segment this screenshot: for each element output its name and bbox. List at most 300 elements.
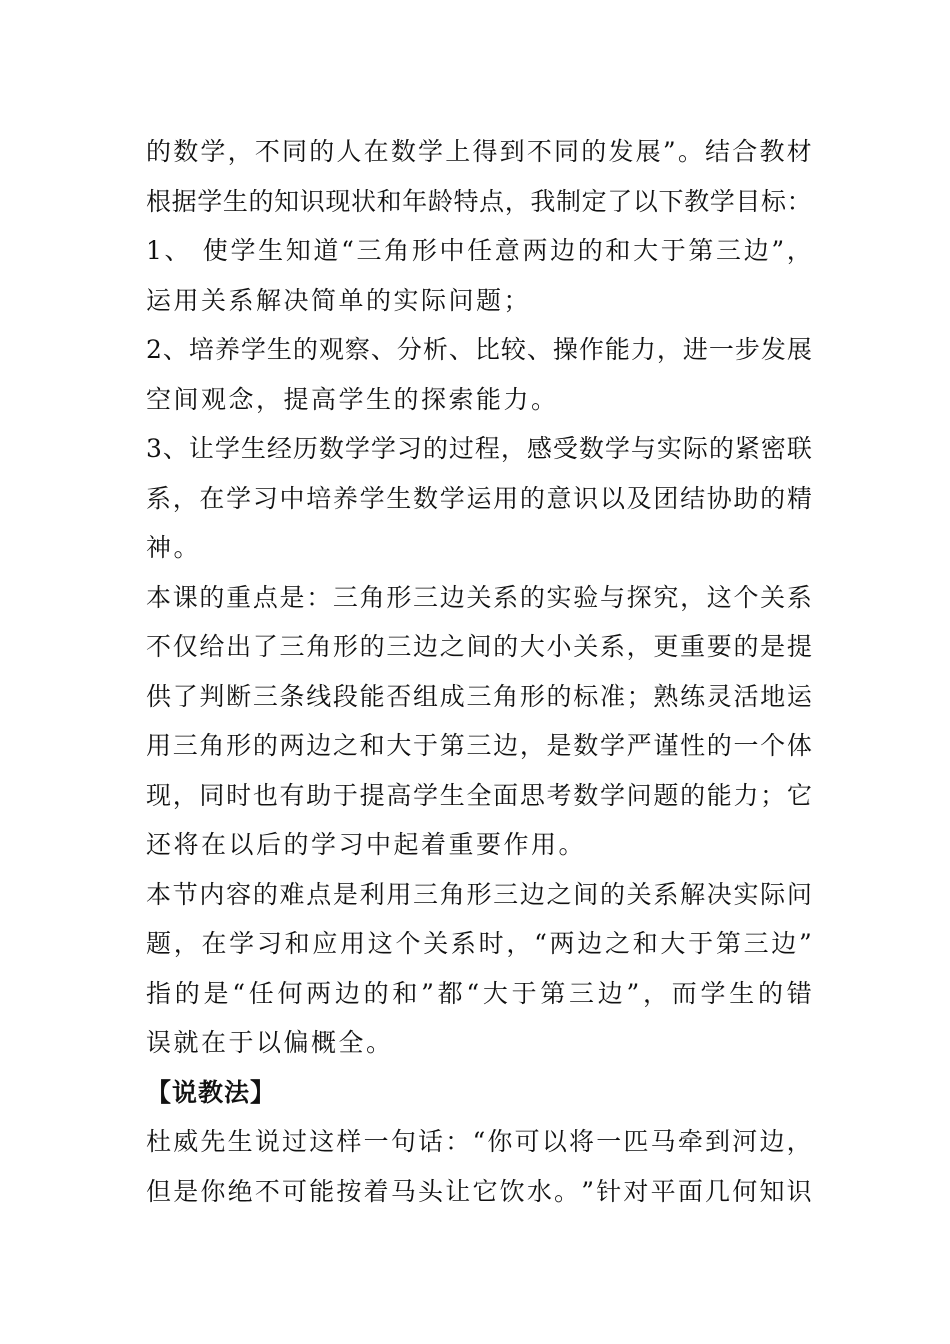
text-char: 一 — [708, 335, 734, 364]
text-char: 否 — [386, 681, 412, 711]
text-char: 不 — [254, 137, 280, 166]
text-char: 生 — [258, 236, 284, 265]
text-char: 间 — [573, 879, 599, 909]
text-char: 、 — [162, 434, 188, 463]
text-char: 的 — [708, 434, 734, 463]
text-char: 角 — [493, 681, 519, 711]
text-char: 边 — [597, 978, 623, 1008]
text-char: 使 — [202, 236, 228, 265]
text-char: 在 — [201, 929, 227, 958]
text-char: 样 — [336, 1127, 362, 1156]
text-char: 和 — [376, 186, 402, 216]
text-char: 了 — [607, 186, 633, 216]
text-char: 同 — [282, 137, 308, 166]
text-char: 和 — [632, 929, 658, 958]
text-char: 小 — [546, 632, 572, 661]
text-char: 学 — [359, 483, 385, 513]
text-char: 牵 — [677, 1127, 703, 1156]
text-char: 线 — [306, 681, 332, 711]
text-char: 关 — [466, 582, 492, 612]
text-char: 三 — [413, 879, 439, 909]
text-char: 用 — [386, 879, 412, 909]
text-char: ， — [786, 1127, 812, 1156]
text-char: 特 — [453, 186, 479, 216]
text-char: 三 — [386, 632, 412, 661]
text-char: 错 — [786, 978, 812, 1008]
text-char: 边 — [577, 929, 603, 958]
text-char: 了 — [252, 632, 278, 661]
text-line — [146, 127, 812, 177]
text-char: 的 — [359, 632, 385, 661]
text-char: 知 — [759, 1176, 785, 1206]
text-char: 3 — [146, 434, 162, 463]
text-char: 密 — [760, 434, 786, 463]
text-char: 步 — [734, 335, 760, 364]
text-char: 于 — [660, 236, 686, 265]
text-char: 的 — [760, 483, 786, 513]
text-char: 形 — [411, 236, 437, 265]
text-char: 点 — [306, 879, 332, 909]
text-char: 及 — [626, 483, 652, 513]
text-char: 、 — [164, 236, 190, 265]
text-char: 生 — [439, 780, 465, 810]
text-char: 的 — [519, 582, 545, 612]
text-char: 标 — [761, 186, 787, 216]
text-char: 你 — [200, 1176, 226, 1206]
text-char: 话 — [418, 1127, 444, 1156]
text-char: 时 — [478, 929, 504, 958]
text-char: 同 — [554, 137, 580, 166]
text-char: 学 — [240, 335, 266, 364]
text-char: 助 — [733, 483, 759, 513]
text-char: 系 — [493, 582, 519, 612]
text-char: 让 — [445, 1176, 471, 1206]
text-char: 将 — [569, 1127, 595, 1156]
text-char: 任 — [248, 978, 274, 1008]
text-char: 边 — [550, 236, 576, 265]
text-char: 实 — [733, 879, 759, 909]
text-char: 形 — [386, 582, 412, 612]
text-char: 能 — [309, 1176, 335, 1206]
text-char: 系 — [146, 483, 172, 513]
text-line — [146, 672, 812, 722]
text-char: 与 — [599, 582, 625, 612]
text-char: ： — [306, 582, 332, 612]
text-char: 上 — [445, 137, 471, 166]
text-line — [146, 1117, 812, 1167]
text-char: 的 — [309, 137, 335, 166]
text-char: 生 — [266, 335, 292, 364]
text-char: 意 — [546, 483, 572, 513]
text-char: 形 — [332, 632, 358, 661]
text-char: 。 — [554, 1176, 580, 1206]
text-char: 在 — [363, 137, 389, 166]
text-line — [146, 721, 812, 771]
text-char: 头 — [418, 1176, 444, 1206]
text-char: 比 — [474, 335, 500, 364]
text-char: 际 — [682, 434, 708, 463]
text-char: 展 — [635, 137, 661, 166]
text-char: 三 — [466, 681, 492, 711]
text-char: 它 — [472, 1176, 498, 1206]
text-char: 据 — [171, 186, 197, 216]
text-char: 大 — [482, 978, 508, 1008]
text-char: 大 — [660, 929, 686, 958]
text-char: 、 — [526, 335, 552, 364]
text-char: 个 — [760, 731, 786, 760]
text-char: 能 — [706, 780, 732, 810]
text-char: 个 — [733, 582, 759, 612]
text-char: 道 — [313, 236, 339, 265]
text-char: 知 — [274, 186, 300, 216]
text-char: 角 — [306, 632, 332, 661]
text-char: 供 — [146, 681, 172, 711]
text-char: 数 — [390, 137, 416, 166]
text-char: 的 — [363, 978, 389, 1008]
text-char: 感 — [526, 434, 552, 463]
text-char: 联 — [786, 434, 812, 463]
text-char: 是 — [173, 1176, 199, 1206]
text-char: 能 — [359, 681, 385, 711]
text-char: 学 — [370, 434, 396, 463]
text-char: 较 — [500, 335, 526, 364]
text-char: 形 — [519, 681, 545, 711]
text-char: 学 — [599, 731, 625, 760]
text-char: 决 — [706, 879, 732, 909]
text-char: 三 — [466, 731, 492, 760]
text-char: 马 — [390, 1176, 416, 1206]
text-char: 提 — [786, 632, 812, 661]
text-char: 几 — [705, 1176, 731, 1206]
text-char: 威 — [173, 1127, 199, 1156]
text-char: 而 — [671, 978, 697, 1008]
text-line — [146, 919, 812, 969]
text-char: ” — [799, 929, 812, 958]
text-char: 现 — [146, 780, 172, 810]
text-char: 识 — [573, 483, 599, 513]
text-char: 的 — [252, 879, 278, 909]
text-line — [146, 177, 812, 227]
text-char: 边 — [519, 879, 545, 909]
text-char: 龄 — [427, 186, 453, 216]
text-char: 学 — [214, 434, 240, 463]
text-char: 了 — [172, 681, 198, 711]
text-char: 给 — [199, 632, 225, 661]
text-char: 出 — [226, 632, 252, 661]
text-char: 观 — [318, 335, 344, 364]
text-char: 一 — [733, 731, 759, 760]
text-char: 结 — [705, 137, 731, 166]
text-char: 三 — [356, 236, 382, 265]
text-char: 于 — [511, 978, 537, 1008]
text-char: 杜 — [146, 1127, 172, 1156]
text-char: “ — [341, 236, 354, 265]
text-line: 空间观念，提高学生的探索能力。 — [146, 384, 559, 414]
text-char: ” — [626, 978, 640, 1008]
text-char: 到 — [499, 137, 525, 166]
text-char: ” — [662, 137, 676, 166]
text-char: 重 — [226, 582, 252, 612]
text-char: “ — [232, 978, 245, 1008]
text-char: 对 — [623, 1176, 649, 1206]
text-char: ， — [626, 632, 652, 661]
text-char: 但 — [146, 1176, 172, 1206]
text-char: 仅 — [172, 632, 198, 661]
text-char: 边 — [439, 582, 465, 612]
text-char: 的 — [493, 632, 519, 661]
text-char: 间 — [466, 632, 492, 661]
text-char: 两 — [549, 929, 575, 958]
text-char: 大 — [633, 236, 659, 265]
text-char: 考 — [546, 780, 572, 810]
text-char: 系 — [653, 879, 679, 909]
text-char: ， — [500, 434, 526, 463]
text-char: 成 — [439, 681, 465, 711]
text-char: 都 — [437, 978, 463, 1008]
text-char: 目 — [735, 186, 761, 216]
text-line — [146, 1167, 812, 1217]
text-char: 三 — [413, 582, 439, 612]
text-char: 何 — [277, 978, 303, 1008]
text-char: 关 — [423, 929, 449, 958]
text-char: “ — [466, 978, 480, 1008]
text-char: 、 — [370, 335, 396, 364]
text-char: 组 — [413, 681, 439, 711]
text-char: 准 — [599, 681, 625, 711]
text-char: 中 — [439, 236, 465, 265]
text-char: 匹 — [623, 1127, 649, 1156]
text-char: 学 — [418, 137, 444, 166]
text-char: 可 — [514, 1127, 540, 1156]
text-char: ， — [519, 731, 545, 760]
text-char: 学 — [200, 137, 226, 166]
text-char: 培 — [188, 335, 214, 364]
text-char: 材 — [786, 137, 812, 166]
text-char: 说 — [254, 1127, 280, 1156]
text-char: 实 — [546, 582, 572, 612]
text-char: 形 — [226, 731, 252, 760]
text-char: 本 — [146, 582, 172, 612]
text-char: 三 — [743, 929, 769, 958]
text-char: 标 — [573, 681, 599, 711]
text-char: 、 — [448, 335, 474, 364]
text-char: 人 — [336, 137, 362, 166]
text-char: 大 — [519, 632, 545, 661]
text-char: 制 — [556, 186, 582, 216]
text-char: 可 — [282, 1176, 308, 1206]
text-char: 数 — [413, 483, 439, 513]
text-char: 关 — [626, 879, 652, 909]
text-char: 体 — [786, 731, 812, 760]
text-char: 重 — [680, 632, 706, 661]
text-char: 程 — [474, 434, 500, 463]
text-char: 生 — [240, 434, 266, 463]
text-char: 第 — [688, 236, 714, 265]
text-char: ： — [786, 186, 812, 216]
text-char: 边 — [771, 929, 797, 958]
text-char: 边 — [413, 632, 439, 661]
text-char: 用 — [493, 483, 519, 513]
text-char: 究 — [653, 582, 679, 612]
text-char: ” — [421, 978, 434, 1008]
text-char: 同 — [199, 780, 225, 810]
text-char: ， — [227, 137, 253, 166]
text-char: 这 — [367, 929, 393, 958]
text-char — [192, 226, 200, 276]
text-char: 紧 — [734, 434, 760, 463]
text-char: 作 — [578, 335, 604, 364]
text-char: 也 — [252, 780, 278, 810]
text-char: 任 — [467, 236, 493, 265]
text-char: ； — [760, 780, 786, 810]
text-char: ， — [506, 929, 532, 958]
text-char: 数 — [573, 780, 599, 810]
text-char: 数 — [173, 137, 199, 166]
text-char: 角 — [199, 731, 225, 760]
text-char: 的 — [174, 978, 200, 1008]
text-char: 力 — [733, 780, 759, 810]
text-char: 时 — [226, 780, 252, 810]
text-char: 养 — [332, 483, 358, 513]
text-char: 精 — [786, 483, 812, 513]
text-char: 以 — [599, 483, 625, 513]
text-line — [146, 870, 812, 920]
text-char: 内 — [199, 879, 225, 909]
text-char: 的 — [146, 137, 172, 166]
text-char: 活 — [733, 681, 759, 711]
text-char: 三 — [172, 731, 198, 760]
text-char: 以 — [632, 186, 658, 216]
text-char: 学 — [413, 780, 439, 810]
text-char: 是 — [332, 879, 358, 909]
text-char: 的 — [733, 632, 759, 661]
text-char: 学 — [230, 236, 256, 265]
text-char: 运 — [786, 681, 812, 711]
text-char: 严 — [626, 731, 652, 760]
text-char: 三 — [332, 582, 358, 612]
text-char: 点 — [479, 186, 505, 216]
text-char: 的 — [577, 236, 603, 265]
text-char: ： — [445, 1127, 471, 1156]
text-char: 应 — [312, 929, 338, 958]
text-char: 用 — [340, 929, 366, 958]
text-char: 关 — [760, 582, 786, 612]
text-char: 面 — [493, 780, 519, 810]
text-char: 个 — [395, 929, 421, 958]
text-line — [146, 969, 812, 1019]
text-char: 两 — [522, 236, 548, 265]
text-char: 数 — [578, 434, 604, 463]
text-char: 思 — [519, 780, 545, 810]
text-char: 题 — [146, 929, 172, 958]
text-line: 运用关系解决简单的实际问题； — [146, 285, 532, 315]
text-char: 两 — [279, 731, 305, 760]
text-char: 绝 — [227, 1176, 253, 1206]
text-char: 的 — [546, 681, 572, 711]
text-char: 有 — [279, 780, 305, 810]
text-char: 这 — [706, 582, 732, 612]
text-char: 生 — [227, 1127, 253, 1156]
text-char: 用 — [146, 731, 172, 760]
text-char: 于 — [688, 929, 714, 958]
text-char: 年 — [402, 186, 428, 216]
text-char: 节 — [172, 879, 198, 909]
text-char: 的 — [252, 731, 278, 760]
text-char: 结 — [680, 483, 706, 513]
text-char: 于 — [332, 780, 358, 810]
text-char: 着 — [363, 1176, 389, 1206]
text-char: 是 — [546, 731, 572, 760]
text-char: 我 — [530, 186, 556, 216]
text-char: 题 — [653, 780, 679, 810]
text-char: 分 — [396, 335, 422, 364]
text-char: 定 — [581, 186, 607, 216]
text-char: 的 — [599, 879, 625, 909]
text-char: 展 — [786, 335, 812, 364]
text-char: 在 — [199, 483, 225, 513]
text-char: 能 — [604, 335, 630, 364]
text-char: 边 — [743, 236, 769, 265]
text-char: 针 — [596, 1176, 622, 1206]
text-char: 2 — [146, 335, 162, 364]
text-line: 还将在以后的学习中起着重要作用。 — [146, 830, 587, 859]
text-char: 地 — [760, 681, 786, 711]
text-char: 一 — [596, 1127, 622, 1156]
text-char: 是 — [760, 632, 786, 661]
text-char: 它 — [786, 780, 812, 810]
text-char: 角 — [359, 582, 385, 612]
text-char: 受 — [552, 434, 578, 463]
text-char: 问 — [786, 879, 812, 909]
text-char: 培 — [306, 483, 332, 513]
text-char: 以 — [541, 1127, 567, 1156]
text-char: 生 — [729, 978, 755, 1008]
text-char: 过 — [282, 1127, 308, 1156]
text-char: 熟 — [653, 681, 679, 711]
text-char: 学 — [344, 434, 370, 463]
text-char: 三 — [493, 879, 519, 909]
section-heading: 【说教法】 — [146, 1077, 277, 1107]
text-char: 高 — [386, 780, 412, 810]
text-char: 数 — [573, 731, 599, 760]
text-line — [146, 573, 812, 623]
text-char: 力 — [630, 335, 656, 364]
text-char: 两 — [306, 978, 332, 1008]
text-char: “ — [534, 929, 547, 958]
text-char: 发 — [760, 335, 786, 364]
text-char: 你 — [487, 1127, 513, 1156]
text-line — [146, 424, 812, 474]
text-char: 系 — [450, 929, 476, 958]
text-char: 团 — [653, 483, 679, 513]
text-char: ， — [643, 978, 669, 1008]
text-char: 习 — [256, 929, 282, 958]
text-char: 角 — [384, 236, 410, 265]
body-text — [146, 127, 812, 1216]
text-char: 于 — [413, 731, 439, 760]
text-char: 协 — [706, 483, 732, 513]
text-char: 三 — [252, 681, 278, 711]
text-char: 合 — [732, 137, 758, 166]
text-char: 学 — [604, 434, 630, 463]
text-char: 探 — [626, 582, 652, 612]
text-char: 的 — [706, 731, 732, 760]
text-char: ； — [626, 681, 652, 711]
text-char: 的 — [248, 186, 274, 216]
text-char: 得 — [472, 137, 498, 166]
text-char: ， — [504, 186, 530, 216]
text-char: ， — [172, 483, 198, 513]
